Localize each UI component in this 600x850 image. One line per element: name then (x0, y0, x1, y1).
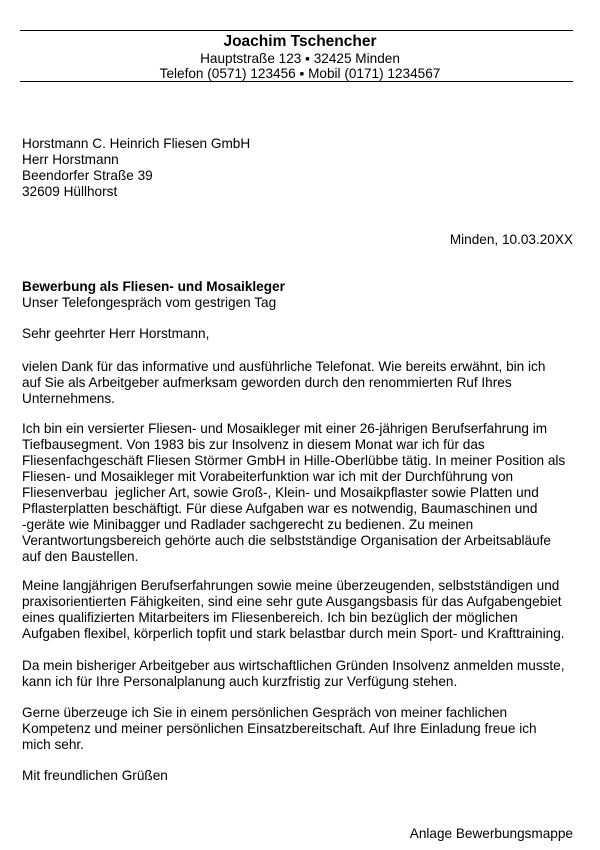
paragraph-line: Gerne überzeuge ich Sie in einem persönlichen Gespräch von meiner fachlichen (22, 705, 508, 720)
paragraph-line: Aufgaben flexibel, körperlich topfit und stark belastbar durch mein Sport- und Krafttraining. (22, 626, 565, 641)
paragraph-line: Unternehmens. (22, 391, 115, 406)
recipient-city: 32609 Hüllhorst (22, 184, 118, 199)
paragraph-line: praxisorientierten Fähigkeiten, sind eine sehr gute Ausgangsbasis für das Aufgabengebiet (22, 594, 562, 609)
sender-contact: Telefon (0571) 123456 ▪ Mobil (0171) 1234567 (159, 66, 441, 81)
paragraph-line: -geräte wie Minibagger und Radlader sachgerecht zu bedienen. Zu meinen (22, 517, 474, 532)
letterhead-bottom-rule (20, 81, 573, 82)
paragraph-line: kann ich für Ihre Personalplanung auch kurzfristig zur Verfügung stehen. (22, 674, 458, 689)
paragraph-line: eines qualifizierten Mitarbeiters im Fliesenbereich. Ich bin bezüglich der möglichen (22, 610, 518, 625)
sender-name: Joachim Tschencher (223, 33, 377, 50)
recipient-address (22, 136, 250, 200)
body-paragraph-4 (22, 658, 582, 690)
paragraph-line: vielen Dank für das informative und ausführliche Telefonat. Wie bereits erwähnt, bin ich (22, 359, 546, 374)
paragraph-line: Tiefbausegment. Von 1983 bis zur Insolvenz in diesem Monat war ich für das (22, 437, 485, 452)
sender-address: Hauptstraße 123 ▪ 32425 Minden (200, 51, 400, 66)
paragraph-line: Meine langjährigen Berufserfahrungen sowie meine überzeugenden, selbstständigen und (22, 578, 560, 593)
letterhead-top-rule (20, 30, 573, 31)
recipient-company: Horstmann C. Heinrich Fliesen GmbH (22, 136, 251, 151)
recipient-street: Beendorfer Straße 39 (22, 168, 153, 183)
paragraph-line: auf Sie als Arbeitgeber aufmerksam geworden durch den renommierten Ruf Ihres (22, 375, 512, 390)
paragraph-line: Ich bin ein versierter Fliesen- und Mosaikleger mit einer 26-jährigen Berufserfahrung im (22, 421, 548, 436)
paragraph-line: Pflasterplatten beschäftigt. Für diese Aufgaben war es notwendig, Baumaschinen und (22, 501, 538, 516)
body-paragraph-2 (22, 421, 582, 565)
body-paragraph-1 (22, 359, 582, 407)
subject-title: Bewerbung als Fliesen- und Mosaikleger (22, 279, 285, 294)
closing-formula: Mit freundlichen Grüßen (22, 768, 168, 783)
body-paragraph-3 (22, 578, 582, 642)
body-paragraph-5 (22, 705, 582, 753)
subject-reference: Unser Telefongespräch vom gestrigen Tag (22, 295, 277, 310)
paragraph-line: Da mein bisheriger Arbeitgeber aus wirtschaftlichen Gründen Insolvenz anmelden musste, (22, 658, 565, 673)
paragraph-line: Fliesen- und Mosaikleger mit Vorabeiterfunktion war ich mit der Durchführung von (22, 469, 514, 484)
paragraph-line: Kompetenz und meiner persönlichen Einsatzbereitschaft. Auf Ihre Einladung freue ich (22, 721, 537, 736)
paragraph-line: Verantwortungsbereich gehörte auch die selbstständige Organisation der Arbeitsabläufe (22, 533, 551, 548)
enclosure-note: Anlage Bewerbungsmappe (409, 826, 573, 841)
letter-date: Minden, 10.03.20XX (449, 232, 573, 247)
paragraph-line: mich sehr. (22, 737, 84, 752)
subject-block (22, 279, 285, 311)
recipient-contact-person: Herr Horstmann (22, 152, 119, 167)
paragraph-line: auf den Baustellen. (22, 549, 139, 564)
paragraph-line: Fliesenverbau jeglicher Art, sowie Groß-, Klein- und Mosaikpflaster sowie Platten und (22, 485, 539, 500)
salutation: Sehr geehrter Herr Horstmann, (22, 326, 210, 341)
paragraph-line: Fliesenfachgeschäft Fliesen Störmer GmbH in Hille-Oberlübbe tätig. In meiner Position als (22, 453, 566, 468)
